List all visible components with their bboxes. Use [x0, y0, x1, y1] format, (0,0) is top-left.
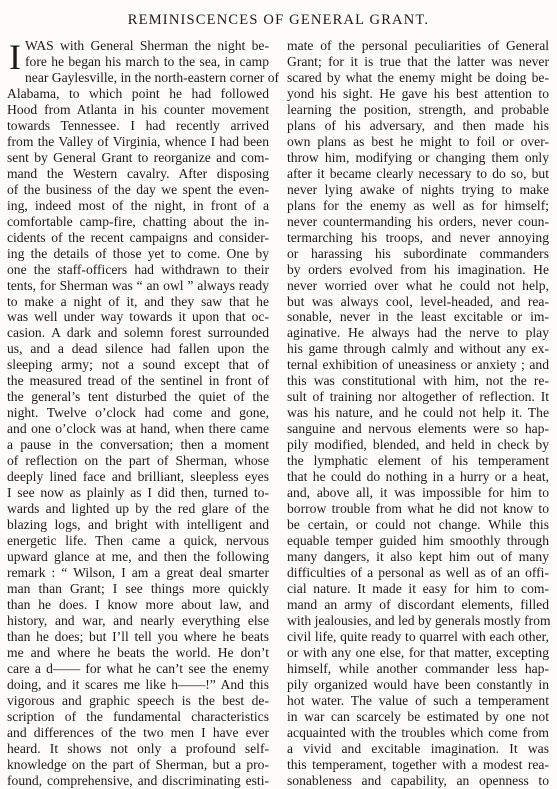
text-line: of reflection on the part of Sherman, whose — [7, 453, 269, 469]
text-line: never lying awake of nights trying to make — [287, 181, 549, 197]
text-line: me and where he beats the world. He don’t — [7, 644, 269, 660]
text-line: aginative. He always had the nerve to play — [287, 325, 549, 341]
text-line: or with any one else, for that matter, excepting — [287, 644, 549, 660]
text-line: hot water. The value of such a temperament — [287, 692, 549, 708]
text-line: sleeping army; not a sound except that of — [7, 357, 269, 373]
text-line: tents, for Sherman was “ an owl ” always ready — [7, 277, 269, 293]
text-line: a vivid and excitable imagination. It was — [287, 740, 549, 756]
text-line: and one o’clock was at hand, when there came — [7, 421, 269, 437]
text-line: wards and lighted up by the red glare of the — [7, 501, 269, 517]
text-line: yond his sight. He gave his best attention to — [287, 85, 549, 101]
text-line: sult of training nor altogether of reflection. It — [287, 389, 549, 405]
text-line: himself, while another commander less hap- — [287, 660, 549, 676]
text-line: night. Twelve o’clock had come and gone, — [7, 405, 269, 421]
text-line: towards Tennessee. I had recently arrived — [7, 117, 269, 133]
drop-cap: I — [9, 37, 21, 77]
text-line: comfortable camp-fire, chatting about the in- — [7, 213, 269, 229]
text-line: Hood from Atlanta in his counter movement — [7, 101, 269, 117]
text-line: by orders evolved from his imagination. He — [287, 261, 549, 277]
text-line: mand the Western cavalry. After disposing — [7, 165, 269, 181]
text-line: than he does; but I’ll tell you where he beats — [7, 628, 269, 644]
text-line: own plans as best he might to foil or over- — [287, 133, 549, 149]
text-line: from the Valley of Virginia, whence I had been — [7, 133, 269, 149]
text-line: scared by what the enemy might be doing be- — [287, 69, 549, 85]
text-line: us, and a dead silence had fallen upon the — [7, 341, 269, 357]
text-line: ing, indeed most of the night, in front of a — [7, 197, 269, 213]
left-column — [7, 37, 280, 789]
text-line: borrow trouble from what he did not know to — [287, 501, 549, 517]
text-line: sanguine and nervous elements were so hap- — [287, 421, 549, 437]
text-line: Alabama, to which point he had followed — [7, 85, 269, 101]
text-line: care a d—— for what he can’t see the enemy — [7, 660, 269, 676]
text-line: after it became clearly necessary to do so, but — [287, 165, 549, 181]
page-header: REMINISCENCES OF GENERAL GRANT. — [127, 12, 430, 28]
text-line: mate of the personal peculiarities of General — [287, 38, 549, 53]
text-line: heard. It shows not only a profound self- — [7, 740, 269, 756]
text-line: upward glance at me, and then the following — [7, 549, 269, 564]
text-line: ing the details of those yet to come. One by — [7, 245, 269, 261]
text-line: casion. A dark and solemn forest surrounded — [7, 325, 269, 341]
text-line: history, and war, and nearly everything else — [7, 612, 269, 628]
text-line: acquainted with the troubles which come from — [287, 724, 549, 740]
text-line: throw him, modifying or changing them only — [287, 149, 549, 165]
text-line: never countermanding his orders, never coun- — [287, 213, 549, 229]
text-line: learning the position, strength, and probable — [287, 101, 549, 117]
text-line: that he could do nothing in a hurry or a heat, — [287, 469, 549, 485]
text-line: civil life, quite ready to quarrel with each other, — [287, 628, 549, 644]
text-line: cial nature. It made it easy for him to com- — [287, 580, 549, 596]
text-line: WAS with General Sherman the night be- — [25, 38, 269, 53]
text-line: of the business of the day we spent the even- — [7, 181, 269, 197]
text-line: but was always cool, level-headed, and rea- — [287, 293, 549, 309]
text-line: or harassing his subordinate commanders — [287, 245, 549, 261]
text-line: the measured tread of the sentinel in front of — [7, 373, 269, 389]
text-line: his game through calmly and without any ex- — [287, 341, 549, 357]
text-line: never worried over what he could not help, — [287, 277, 549, 293]
text-line: than he does. I know more about law, and — [7, 596, 269, 612]
text-line: with jealousies, and led by generals mostly from — [287, 612, 551, 628]
text-line: energetic life. Then came a quick, nervous — [7, 533, 269, 549]
text-line: plans of his adversary, and then made his — [287, 117, 549, 133]
text-line: the lymphatic element of his temperament — [287, 453, 549, 469]
text-line: man than Grant; I see things more quickly — [7, 580, 269, 596]
text-line: was his nature, and he could not help it. The — [287, 405, 549, 421]
text-line: many dangers, it also kept him out of many — [287, 549, 549, 564]
text-line: near Gaylesville, in the north-eastern corner of — [25, 69, 280, 85]
text-line: scription of the fundamental characteristics — [7, 708, 269, 724]
text-line: sonable, never in the least excitable or im- — [287, 309, 549, 325]
text-line: in war can scarcely be estimated by one not — [287, 708, 549, 724]
text-line: was well under way towards it upon that oc- — [7, 309, 269, 325]
text-line: vigorous and graphic speech is the best de- — [7, 692, 269, 708]
text-line: this was constitutional with him, not the re- — [287, 373, 549, 389]
text-line: sent by General Grant to reorganize and com- — [7, 149, 269, 165]
right-column — [287, 38, 549, 789]
text-line: be certain, or could not change. While this — [287, 517, 549, 533]
text-line: this temperament, together with a modest rea- — [287, 756, 549, 772]
text-line: deeply lined face and brilliant, sleepless eyes — [7, 469, 269, 485]
text-line: doing, and it scares me like h——!” And this — [7, 676, 269, 692]
text-line: one the staff-officers had withdrawn to their — [7, 261, 269, 277]
text-line: fore he began his march to the sea, in camp — [25, 53, 269, 69]
text-line: Grant; for it is true that the latter was never — [287, 53, 549, 69]
text-line: found, comprehensive, and discriminating esti- — [7, 772, 269, 788]
text-line: mand an army of discordant elements, filled — [287, 596, 549, 612]
text-line: knowledge on the part of Sherman, but a pro- — [7, 756, 269, 772]
text-line: and differences of the two men I have ever — [7, 724, 269, 740]
text-line: to make a night of it, and they saw that he — [7, 293, 269, 309]
text-line: equable temper guided him smoothly through — [287, 533, 549, 549]
text-line: cidents of the recent campaigns and consider- — [7, 229, 269, 245]
text-line: the general’s tent disturbed the quiet of the — [7, 389, 269, 405]
text-line: sonableness and capability, an openness to — [287, 772, 549, 788]
text-line: termarching his troops, and never annoying — [287, 229, 549, 245]
text-line: ternal exhibition of uneasiness or anxiety ; and — [287, 357, 549, 373]
text-line: pily organized would have been constantly in — [287, 676, 549, 692]
text-line: difficulties of a personal as well as of an offi- — [287, 564, 549, 580]
text-line: I see now as plainly as I did then, turned to- — [7, 485, 269, 501]
text-line: blazing logs, and bright with intelligent and — [7, 517, 269, 533]
text-line: and, above all, it was impossible for him to — [287, 485, 549, 501]
text-line: pily modified, blended, and held in check by — [287, 437, 549, 453]
text-line: a pause in the conversation; then a moment — [7, 437, 269, 453]
text-line: plans for the enemy as well as for himself; — [287, 197, 549, 213]
text-line: remark : “ Wilson, I am a great deal smarter — [7, 564, 269, 580]
